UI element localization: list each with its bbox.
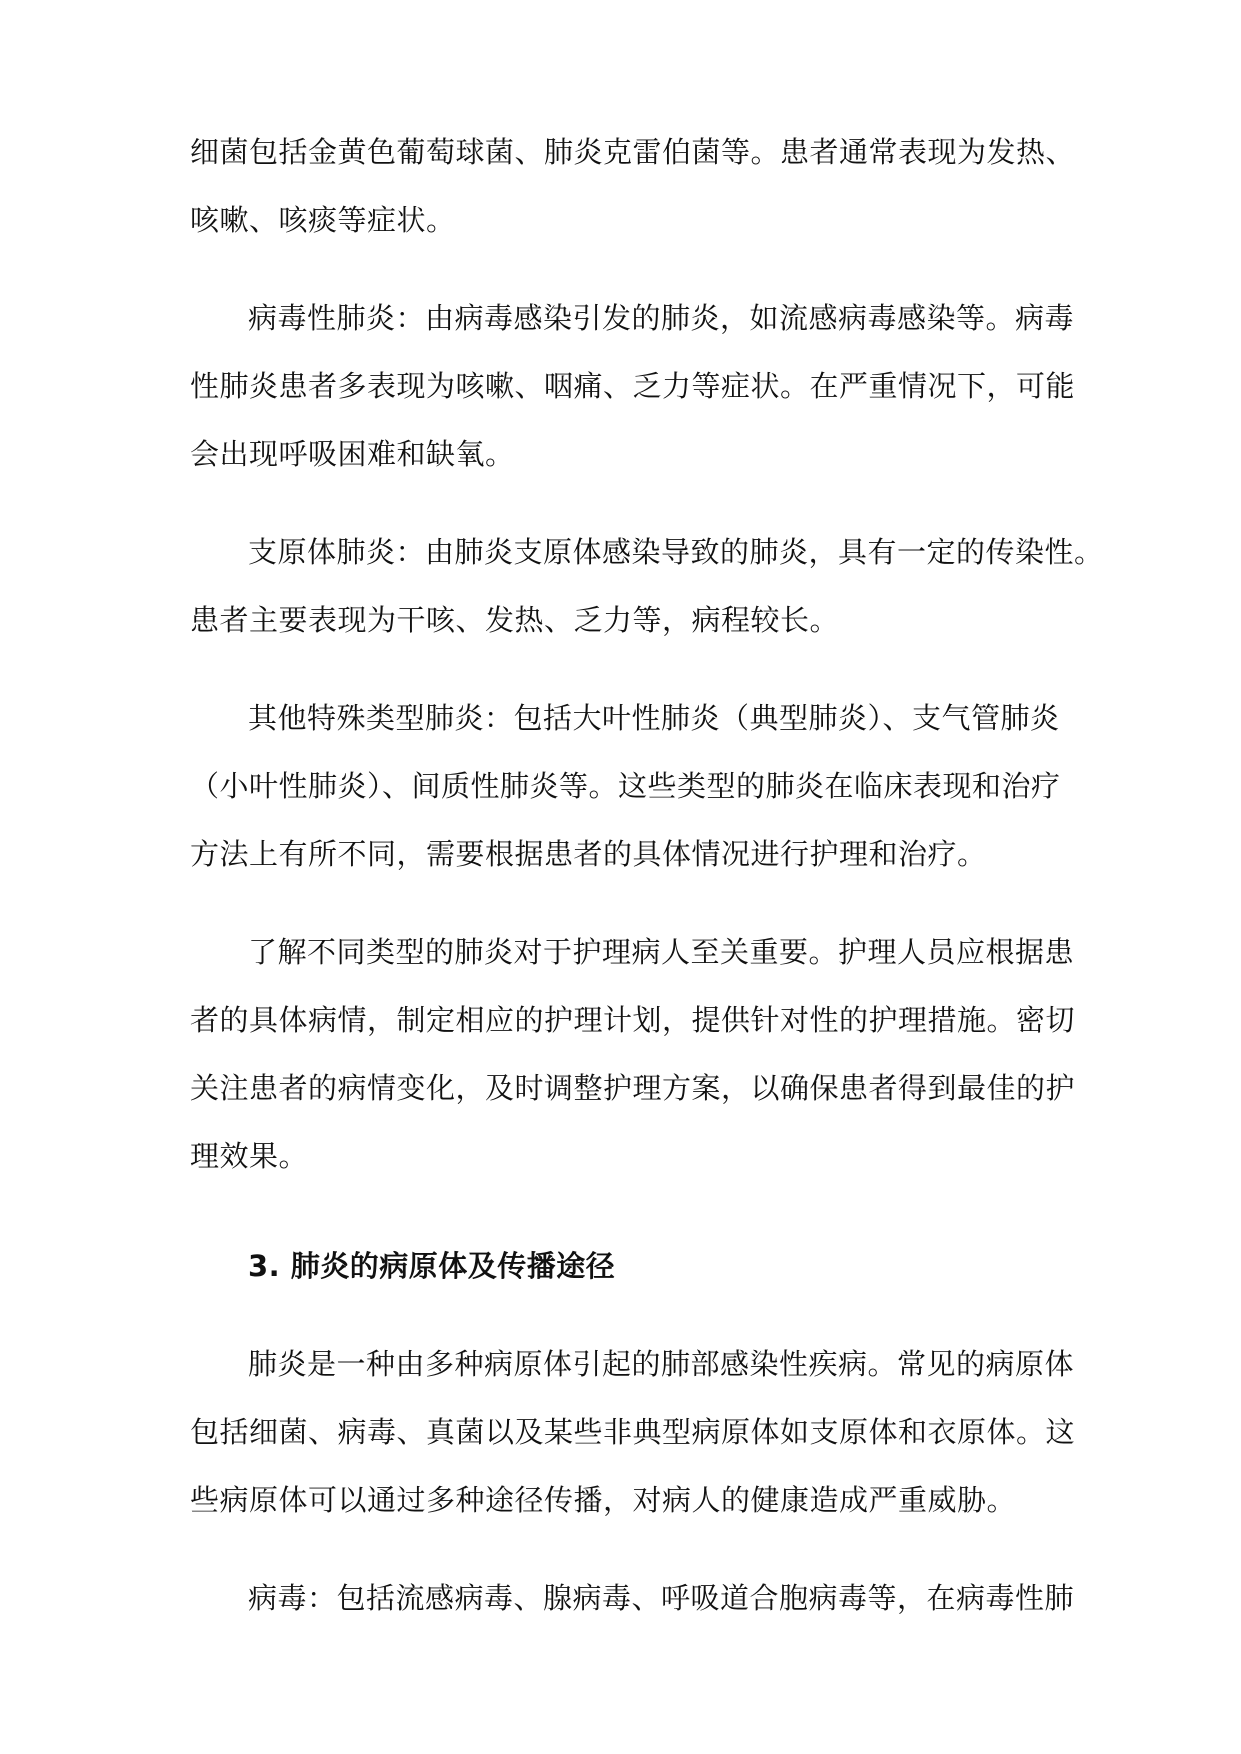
paragraph-line: 方法上有所不同，需要根据患者的具体情况进行护理和治疗。: [190, 837, 987, 871]
paragraph-line: 患者主要表现为干咳、发热、乏力等，病程较长。: [190, 603, 840, 637]
section-heading: 3. 肺炎的病原体及传播途径: [248, 1249, 616, 1283]
paragraph-line: （小叶性肺炎）、间质性肺炎等。这些类型的肺炎在临床表现和治疗: [190, 769, 1061, 803]
paragraph-line: 性肺炎患者多表现为咳嗽、咽痛、乏力等症状。在严重情况下，可能: [190, 369, 1076, 403]
paragraph-line: 包括细菌、病毒、真菌以及某些非典型病原体如支原体和衣原体。这: [190, 1415, 1076, 1449]
paragraph-line: 了解不同类型的肺炎对于护理病人至关重要。护理人员应根据患: [248, 935, 1075, 969]
paragraph-line: 病毒：包括流感病毒、腺病毒、呼吸道合胞病毒等，在病毒性肺: [248, 1581, 1075, 1615]
paragraph-line: 些病原体可以通过多种途径传播，对病人的健康造成严重威胁。: [190, 1483, 1017, 1517]
paragraph-line: 其他特殊类型肺炎：包括大叶性肺炎（典型肺炎）、支气管肺炎: [248, 701, 1060, 735]
paragraph-line: 细菌包括金黄色葡萄球菌、肺炎克雷伯菌等。患者通常表现为发热、: [190, 135, 1076, 169]
paragraph-line: 者的具体病情，制定相应的护理计划，提供针对性的护理措施。密切: [190, 1003, 1076, 1037]
paragraph-line: 关注患者的病情变化，及时调整护理方案，以确保患者得到最佳的护: [190, 1071, 1076, 1105]
paragraph-line: 支原体肺炎：由肺炎支原体感染导致的肺炎，具有一定的传染性。: [248, 535, 1104, 569]
paragraph-line: 病毒性肺炎：由病毒感染引发的肺炎，如流感病毒感染等。病毒: [248, 301, 1075, 335]
paragraph-line: 会出现呼吸困难和缺氧。: [190, 437, 515, 471]
paragraph-line: 理效果。: [190, 1139, 309, 1173]
paragraph-line: 肺炎是一种由多种病原体引起的肺部感染性疾病。常见的病原体: [248, 1347, 1075, 1381]
paragraph-line: 咳嗽、咳痰等症状。: [190, 203, 456, 237]
